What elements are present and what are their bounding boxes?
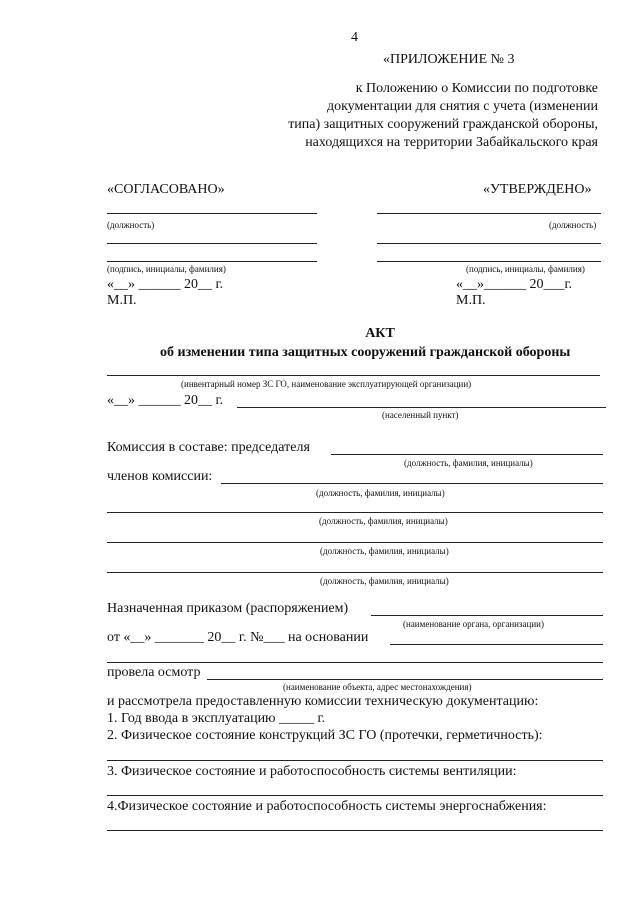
reviewed-text: и рассмотрела предоставленную комиссии техническую документацию: (107, 694, 539, 709)
agreed-title: «СОГЛАСОВАНО» (107, 182, 225, 197)
basis-line-2 (107, 662, 603, 663)
item-4-line (107, 830, 603, 831)
item-3: 3. Физическое состояние и работоспособность системы вентиляции: (107, 764, 517, 779)
inventory-line (107, 375, 600, 376)
item-3-line (107, 795, 603, 796)
inventory-label: (инвентарный номер ЗС ГО, наименование эксплуатирующей организации) (181, 379, 472, 389)
member-label-1: (должность, фамилия, инициалы) (316, 488, 445, 498)
members-label: членов комиссии: (107, 469, 213, 484)
agreed-sign-label: (подпись, инициалы, фамилия) (107, 264, 226, 274)
order-line: от «__» _______ 20__ г. №___ на основании (107, 630, 369, 645)
item-1: 1. Год ввода в эксплуатацию _____ г. (107, 711, 326, 726)
member-line-3 (107, 542, 603, 543)
header-line-2: документации для снятия с учета (изменении (326, 99, 598, 114)
member-line-1 (221, 483, 603, 484)
header-line-1: к Положению о Комиссии по подготовке (355, 81, 598, 96)
appointed-label: Назначенная приказом (распоряжением) (107, 601, 349, 616)
approved-sign-label: (подпись, инициалы, фамилия) (466, 264, 585, 274)
chair-line (331, 454, 603, 455)
chair-label: (должность, фамилия, инициалы) (404, 458, 533, 468)
org-label: (наименование органа, организации) (403, 619, 544, 629)
agreed-date: «__» ______ 20__ г. (107, 277, 224, 292)
header-line-4: находящихся на территории Забайкальского края (305, 135, 598, 150)
member-line-2 (107, 512, 603, 513)
settlement-line (237, 407, 606, 408)
item-4: 4.Физическое состояние и работоспособность системы энергоснабжения: (107, 799, 547, 814)
member-label-4: (должность, фамилия, инициалы) (320, 576, 449, 586)
act-subtitle: об изменении типа защитных сооружений гражданской обороны (160, 345, 571, 360)
agreed-stamp: М.П. (107, 293, 137, 308)
approved-position-line (377, 213, 601, 214)
agreed-position-label: (должность) (107, 220, 155, 230)
member-label-2: (должность, фамилия, инициалы) (319, 516, 448, 526)
agreed-position-line (107, 213, 317, 214)
approved-line-2 (377, 243, 601, 244)
approved-position-label: (должность) (549, 220, 597, 230)
commission-chair: Комиссия в составе: председателя (107, 440, 310, 455)
act-date: «__» ______ 20__ г. (107, 393, 224, 408)
agreed-line-2 (107, 243, 317, 244)
inspected-label: провела осмотр (107, 665, 201, 680)
approved-date: «__»______ 20___г. (456, 277, 573, 292)
appendix-title: «ПРИЛОЖЕНИЕ № 3 (383, 52, 515, 67)
object-label: (наименование объекта, адрес местонахождения) (283, 682, 472, 692)
header-line-3: типа) защитных сооружений гражданской обороны, (288, 117, 598, 132)
item-2: 2. Физическое состояние конструкций ЗС ГО (протечки, герметичность): (107, 728, 543, 743)
page-number: 4 (351, 30, 358, 45)
act-title: АКТ (365, 326, 395, 341)
basis-line (390, 644, 603, 645)
agreed-sign-line (107, 261, 317, 262)
approved-sign-line (377, 261, 601, 262)
member-label-3: (должность, фамилия, инициалы) (320, 546, 449, 556)
settlement-label: (населенный пункт) (382, 410, 459, 420)
item-2-line (107, 760, 603, 761)
org-line (371, 615, 603, 616)
object-line (207, 679, 603, 680)
approved-title: «УТВЕРЖДЕНО» (483, 182, 592, 197)
member-line-4 (107, 572, 603, 573)
approved-stamp: М.П. (456, 293, 486, 308)
